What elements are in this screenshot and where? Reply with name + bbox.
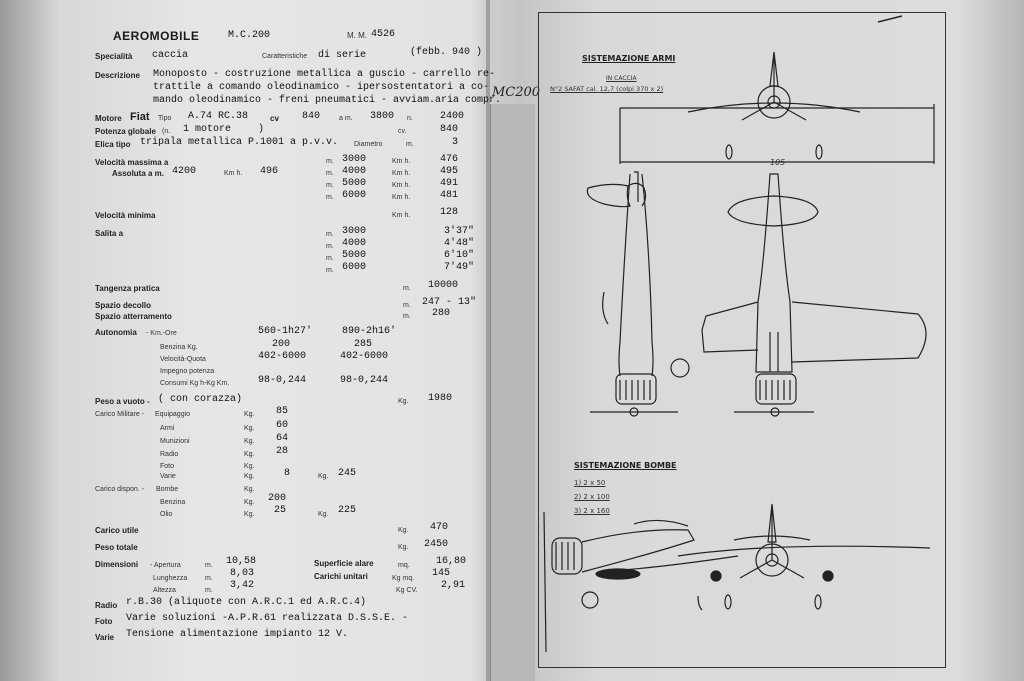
drawing-frame bbox=[538, 12, 946, 668]
autonomia-row-label: Velocità-Quota bbox=[160, 356, 206, 363]
potenza-label2: (n. bbox=[162, 128, 171, 135]
atterramento-m-label: m. bbox=[403, 313, 411, 320]
velmax-assoluta-kmh: 496 bbox=[260, 166, 279, 177]
cd-row-value: 25 bbox=[274, 505, 287, 516]
potenza-label: Potenza globale bbox=[95, 127, 156, 136]
velmax-row-m: 6000 bbox=[342, 190, 367, 201]
caratteristiche-label: Caratteristiche bbox=[262, 53, 308, 60]
tangenza-label: Tangenza pratica bbox=[95, 284, 160, 293]
peso-vuoto-value: 1980 bbox=[428, 393, 453, 404]
caratteristiche-date: (febb. 940 ) bbox=[410, 47, 483, 58]
span-dimension-label: 105 bbox=[770, 158, 786, 167]
elica-value: tripala metallica P.1001 a p.v.v. bbox=[140, 137, 339, 148]
dim-row-r-unit: Kg CV. bbox=[396, 587, 418, 594]
salita-row-m: 4000 bbox=[342, 238, 367, 249]
velmax-row-m: 3000 bbox=[342, 154, 367, 165]
dim-row-value: 10,58 bbox=[226, 556, 257, 567]
atterramento-label: Spazio atterramento bbox=[95, 312, 172, 321]
dim-row-label: Lunghezza bbox=[153, 575, 188, 582]
varie-label: Varie bbox=[95, 633, 115, 642]
salita-label: Salita a bbox=[95, 229, 124, 238]
cm-row-kg: Kg. bbox=[244, 463, 255, 470]
motore-n: 2400 bbox=[440, 111, 465, 122]
velmax-row-kmh: 481 bbox=[440, 190, 459, 201]
dim-row-r-unit: mq. bbox=[398, 562, 410, 569]
cm-row-kg: Kg. bbox=[244, 438, 255, 445]
armi-subtitle: IN CACCIA bbox=[606, 75, 637, 82]
foto-value: Varie soluzioni -A.P.R.61 realizzata D.S.S.E. - bbox=[126, 613, 409, 624]
atterramento-value: 280 bbox=[432, 308, 451, 319]
dim-row-label: Altezza bbox=[153, 587, 176, 594]
peso-totale-value: 2450 bbox=[424, 539, 449, 550]
velmax-row-kmh: 495 bbox=[440, 166, 459, 177]
peso-totale-label: Peso totale bbox=[95, 543, 138, 552]
peso-vuoto-kg-label: Kg. bbox=[398, 398, 409, 405]
cm-row-value: 8 bbox=[284, 468, 291, 479]
cm-row-label: Radio bbox=[160, 451, 179, 458]
cm-row-kg: Kg. bbox=[244, 451, 255, 458]
carico-dispon-label: Carico dispon. - bbox=[95, 486, 145, 493]
tangenza-value: 10000 bbox=[428, 280, 459, 291]
cd-row-value: 200 bbox=[268, 493, 287, 504]
cm-row-value: 60 bbox=[276, 420, 289, 431]
dimensioni-label: Dimensioni bbox=[95, 560, 139, 569]
peso-vuoto-label: Peso a vuoto - bbox=[95, 397, 150, 406]
cd-row-label: Benzina bbox=[160, 499, 186, 506]
velmin-kmh-label: Km h. bbox=[392, 212, 411, 219]
cm-row-value: 28 bbox=[276, 446, 289, 457]
autonomia-row-label: Benzina Kg. bbox=[160, 344, 198, 351]
dim-row-r-unit: Kg mq. bbox=[392, 575, 415, 582]
velmin-value: 128 bbox=[440, 207, 459, 218]
cm-row-label: Foto bbox=[160, 463, 175, 470]
bombe-item: 1) 2 x 50 bbox=[574, 479, 606, 487]
motore-make: Fiat bbox=[130, 111, 150, 123]
armi-detail: N°2 SAFAT cal. 12,7 (colpi 370 x 2) bbox=[550, 85, 664, 93]
cd-row-label: Olio bbox=[160, 511, 173, 518]
cm-row-kg: Kg. bbox=[244, 425, 255, 432]
motore-cv-label: cv bbox=[270, 114, 279, 123]
potenza-value: 1 motore bbox=[183, 124, 232, 135]
velmax-label: Velocità massima a bbox=[95, 158, 169, 167]
cm-row-label: Armi bbox=[160, 425, 175, 432]
aircraft-title: AEROMOBILE bbox=[113, 29, 200, 43]
salita-row-m: 6000 bbox=[342, 262, 367, 273]
cm-row-label: Munizioni bbox=[160, 438, 190, 445]
cm-total: 245 bbox=[338, 468, 357, 479]
motore-n-label: n. bbox=[407, 115, 413, 122]
motore-am-label: a m. bbox=[339, 115, 353, 122]
motore-tipo-label: Tipo bbox=[158, 115, 172, 122]
motore-label: Motore bbox=[95, 114, 122, 123]
binding-strip bbox=[490, 104, 535, 681]
motore-cv: 840 bbox=[302, 111, 321, 122]
foto-label: Foto bbox=[95, 617, 113, 626]
dim-row-label: - Apertura bbox=[150, 562, 181, 569]
carico-utile-value: 470 bbox=[430, 522, 449, 533]
dim-row-r-value: 145 bbox=[432, 568, 451, 579]
carico-utile-label: Carico utile bbox=[95, 526, 139, 535]
radio-label: Radio bbox=[95, 601, 118, 610]
velmax-assoluta-m: 4200 bbox=[172, 166, 197, 177]
cm-row-label: Varie bbox=[160, 473, 176, 480]
velmin-label: Velocità minima bbox=[95, 211, 156, 220]
autonomia-label: Autonomia bbox=[95, 328, 137, 337]
descrizione-line-3: mando oleodinamico - freni pneumatici - avviam.aria compr. bbox=[153, 95, 502, 106]
motore-tipo: A.74 RC.38 bbox=[188, 111, 249, 122]
elica-diam: 3 bbox=[452, 137, 459, 148]
cd-total: 225 bbox=[338, 505, 357, 516]
salita-row-time: 7'49" bbox=[444, 262, 475, 273]
spec-sheet: AEROMOBILE M.C.200 M. M. 4526 Specialità caccia Caratteristiche di serie (febb. 940 ) Descrizione Monoposto - costruzione metallica a guscio - carrello re- trattile a comando oleodinamico - ipersostentatori a co- mando oleodinamico - freni pneumatici - avviam.aria compr. Motore Fiat Tipo A.74 RC.38 cv 840 a m. 3800 n. 2400 Potenza globale (n. 1 motore ) cv. 840 Elica tipo tripala metallica P.1001 a p.v.v. Diametro m. 3 Velocità massima a Assoluta a m. 4200 Km h. 496 m. 3000 Km h. 476 m. 4000 Km h. 495 m. 5000 Km h. 491 m. 6000 Km h. 481 Velocità minima Km h. 128 Salita a m. 3000 3'37" m. 4000 4'48" m. 5000 6'10" m. 6000 7'49" Tangenza pratica m. 10000 Spazio decollo m. 247 - 13" Spazio atterramento m. 280 Autonomia - Km.-Ore 560-1h27' 890-2h16' Benzina Kg. 200 285 Velocità-Quota 402-6000 402-6000 Impegno potenza Consumi Kg h-Kg Km. 98-0,244 98-0,244 Peso a vuoto - ( con corazza) Kg. 1980 Carico Militare - Equipaggio Kg. 85 Armi Kg. 60 Munizioni Kg. 64 Radio Kg. 28 Foto Kg. Varie Kg. 8 Kg. 245 Carico dispon. - Bombe Kg. Benzina Kg. 200 Olio Kg. 25 Kg. 225 Carico utile Kg. 470 Peso totale Kg. 2450 Dimensioni - Apertura m. 10,58 Superficie alare mq. 16,80 Lunghezza m. 8,03 Carichi unitari Kg mq. 145 Altezza m. 3,42 Kg CV. 2,91 Radio r.B.30 (aliquote con A.R.C.1 ed A.R.C.4) Foto Varie soluzioni -A.P.R.61 realizzata D.S.S.E. - Varie Tensione alimentazione impianto 12 V. bbox=[95, 29, 502, 642]
armi-title: SISTEMAZIONE ARMI bbox=[582, 54, 676, 63]
velmax-row-kmh: 491 bbox=[440, 178, 459, 189]
velmax-row-m: 5000 bbox=[342, 178, 367, 189]
autonomia-row-label: - Km.-Ore bbox=[146, 330, 177, 337]
mm-number: 4526 bbox=[371, 29, 396, 40]
cd-total-kg-label: Kg. bbox=[318, 511, 329, 518]
caratteristiche-value: di serie bbox=[318, 50, 367, 61]
autonomia-row-b: 402-6000 bbox=[340, 351, 389, 362]
potenza-cv-label: cv. bbox=[398, 128, 407, 135]
salita-row-time: 6'10" bbox=[444, 250, 475, 261]
autonomia-row-b: 285 bbox=[354, 339, 373, 350]
autonomia-row-a: 402-6000 bbox=[258, 351, 307, 362]
velmax-kmh-label: Km h. bbox=[224, 170, 243, 177]
elica-m-label: m. bbox=[406, 141, 414, 148]
decollo-m-label: m. bbox=[403, 302, 411, 309]
motore-am: 3800 bbox=[370, 111, 395, 122]
dim-row-value: 3,42 bbox=[230, 580, 255, 591]
cm-total-kg-label: Kg. bbox=[318, 473, 329, 480]
velmax-row-kmh: 476 bbox=[440, 154, 459, 165]
autonomia-row-b: 890-2h16' bbox=[342, 326, 397, 337]
dim-row-r-value: 2,91 bbox=[441, 580, 466, 591]
carico-militare-label: Carico Militare - bbox=[95, 411, 145, 418]
descrizione-line-1: Monoposto - costruzione metallica a guscio - carrello re- bbox=[153, 69, 496, 80]
bombe-title: SISTEMAZIONE BOMBE bbox=[574, 461, 677, 470]
dim-row-r-label: Superficie alare bbox=[314, 559, 374, 568]
cm-row-kg: Kg. bbox=[244, 411, 255, 418]
potenza-cv: 840 bbox=[440, 124, 459, 135]
autonomia-row-a: 560-1h27' bbox=[258, 326, 313, 337]
autonomia-row-a: 200 bbox=[272, 339, 291, 350]
varie-value: Tensione alimentazione impianto 12 V. bbox=[126, 629, 349, 640]
salita-row-time: 3'37" bbox=[444, 226, 475, 237]
bombe-item: 3) 2 x 160 bbox=[574, 507, 610, 515]
peso-vuoto-note: ( con corazza) bbox=[158, 394, 243, 405]
bombe-item: 2) 2 x 100 bbox=[574, 493, 610, 501]
carico-utile-kg-label: Kg. bbox=[398, 527, 409, 534]
autonomia-row-a: 98-0,244 bbox=[258, 375, 307, 386]
autonomia-row-b: 98-0,244 bbox=[340, 375, 389, 386]
margin-note: MC200 bbox=[492, 85, 541, 100]
salita-row-m: 3000 bbox=[342, 226, 367, 237]
cd-row-kg: Kg. bbox=[244, 511, 255, 518]
tangenza-m-label: m. bbox=[403, 285, 411, 292]
cm-row-label: Equipaggio bbox=[155, 411, 191, 418]
velmax-row-m: 4000 bbox=[342, 166, 367, 177]
elica-diam-label: Diametro bbox=[354, 141, 383, 148]
cd-row-kg: Kg. bbox=[244, 499, 255, 506]
velmax-assoluta-label: Assoluta a m. bbox=[112, 169, 165, 178]
salita-row-time: 4'48" bbox=[444, 238, 475, 249]
dim-row-value: 8,03 bbox=[230, 568, 255, 579]
specialita-label: Specialità bbox=[95, 52, 133, 61]
decollo-value: 247 - 13" bbox=[422, 297, 477, 308]
dim-row-m: m. bbox=[205, 575, 213, 582]
cd-row-label: Bombe bbox=[156, 486, 179, 493]
dim-row-r-value: 16,80 bbox=[436, 556, 467, 567]
dim-row-r-label: Carichi unitari bbox=[314, 572, 368, 581]
autonomia-row-label: Impegno potenza bbox=[160, 368, 215, 375]
salita-row-m: 5000 bbox=[342, 250, 367, 261]
decollo-label: Spazio decollo bbox=[95, 301, 152, 310]
aircraft-model: M.C.200 bbox=[228, 30, 271, 41]
specialita-value: caccia bbox=[152, 50, 189, 61]
cd-row-kg: Kg. bbox=[244, 486, 255, 493]
descrizione-line-2: trattile a comando oleodinamico - ipersostentatori a co- bbox=[153, 82, 490, 93]
cm-row-kg: Kg. bbox=[244, 473, 255, 480]
radio-value: r.B.30 (aliquote con A.R.C.1 ed A.R.C.4) bbox=[126, 597, 367, 608]
autonomia-row-label: Consumi Kg h-Kg Km. bbox=[160, 380, 230, 387]
dim-row-m: m. bbox=[205, 562, 213, 569]
peso-totale-kg-label: Kg. bbox=[398, 544, 409, 551]
mm-label: M. M. bbox=[347, 31, 367, 40]
dim-row-m: m. bbox=[205, 587, 213, 594]
potenza-close: ) bbox=[258, 124, 265, 135]
cm-row-value: 64 bbox=[276, 433, 289, 444]
descrizione-label: Descrizione bbox=[95, 71, 140, 80]
elica-label: Elica tipo bbox=[95, 140, 131, 149]
cm-row-value: 85 bbox=[276, 406, 289, 417]
